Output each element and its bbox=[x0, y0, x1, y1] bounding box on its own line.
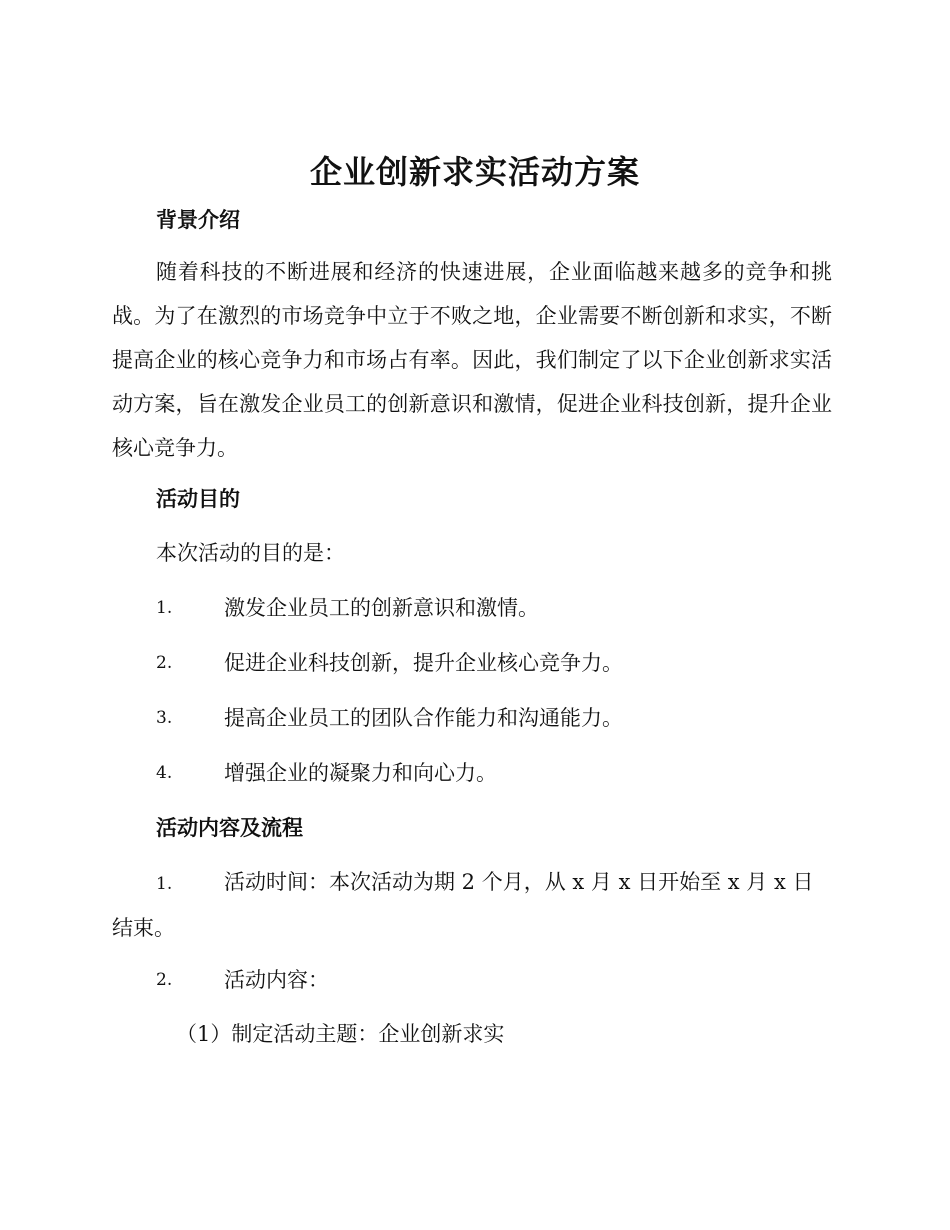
content-item-number: 1. bbox=[156, 874, 173, 894]
purpose-intro: 本次活动的目的是： bbox=[156, 541, 345, 565]
section-heading-background: 背景介绍 bbox=[156, 208, 240, 232]
purpose-item-number: 2. bbox=[156, 653, 173, 673]
purpose-item-text: 提高企业员工的团队合作能力和沟通能力。 bbox=[224, 706, 623, 730]
section-heading-content: 活动内容及流程 bbox=[156, 816, 303, 840]
purpose-item-text: 促进企业科技创新，提升企业核心竞争力。 bbox=[224, 651, 623, 675]
section-heading-purpose: 活动目的 bbox=[156, 487, 240, 511]
content-item-text: 活动内容： bbox=[224, 968, 329, 992]
purpose-item-number: 1. bbox=[156, 598, 173, 618]
content-sub-item: （1）制定活动主题：企业创新求实 bbox=[176, 1022, 505, 1046]
purpose-item-number: 3. bbox=[156, 708, 173, 728]
purpose-item-text: 激发企业员工的创新意识和激情。 bbox=[224, 596, 539, 620]
purpose-item-number: 4. bbox=[156, 763, 173, 783]
content-item-text: 活动时间：本次活动为期 2 个月，从 x 月 x 日开始至 x 月 x 日结束。 bbox=[112, 870, 814, 940]
content-item-number: 2. bbox=[156, 970, 173, 990]
background-paragraph: 随着科技的不断进展和经济的快速进展，企业面临越来越多的竞争和挑战。为了在激烈的市场竞争中立于不败之地，企业需要不断创新和求实，不断提高企业的核心竞争力和市场占有率。因此，我们制定了以下企业创新求实活动方案，旨在激发企业员工的创新意识和激情，促进企业科技创新，提升企业核心竞争力。 bbox=[112, 260, 832, 460]
purpose-item-text: 增强企业的凝聚力和向心力。 bbox=[224, 761, 497, 785]
content-item-1 bbox=[112, 860, 832, 950]
document-title: 企业创新求实活动方案 bbox=[309, 153, 640, 191]
